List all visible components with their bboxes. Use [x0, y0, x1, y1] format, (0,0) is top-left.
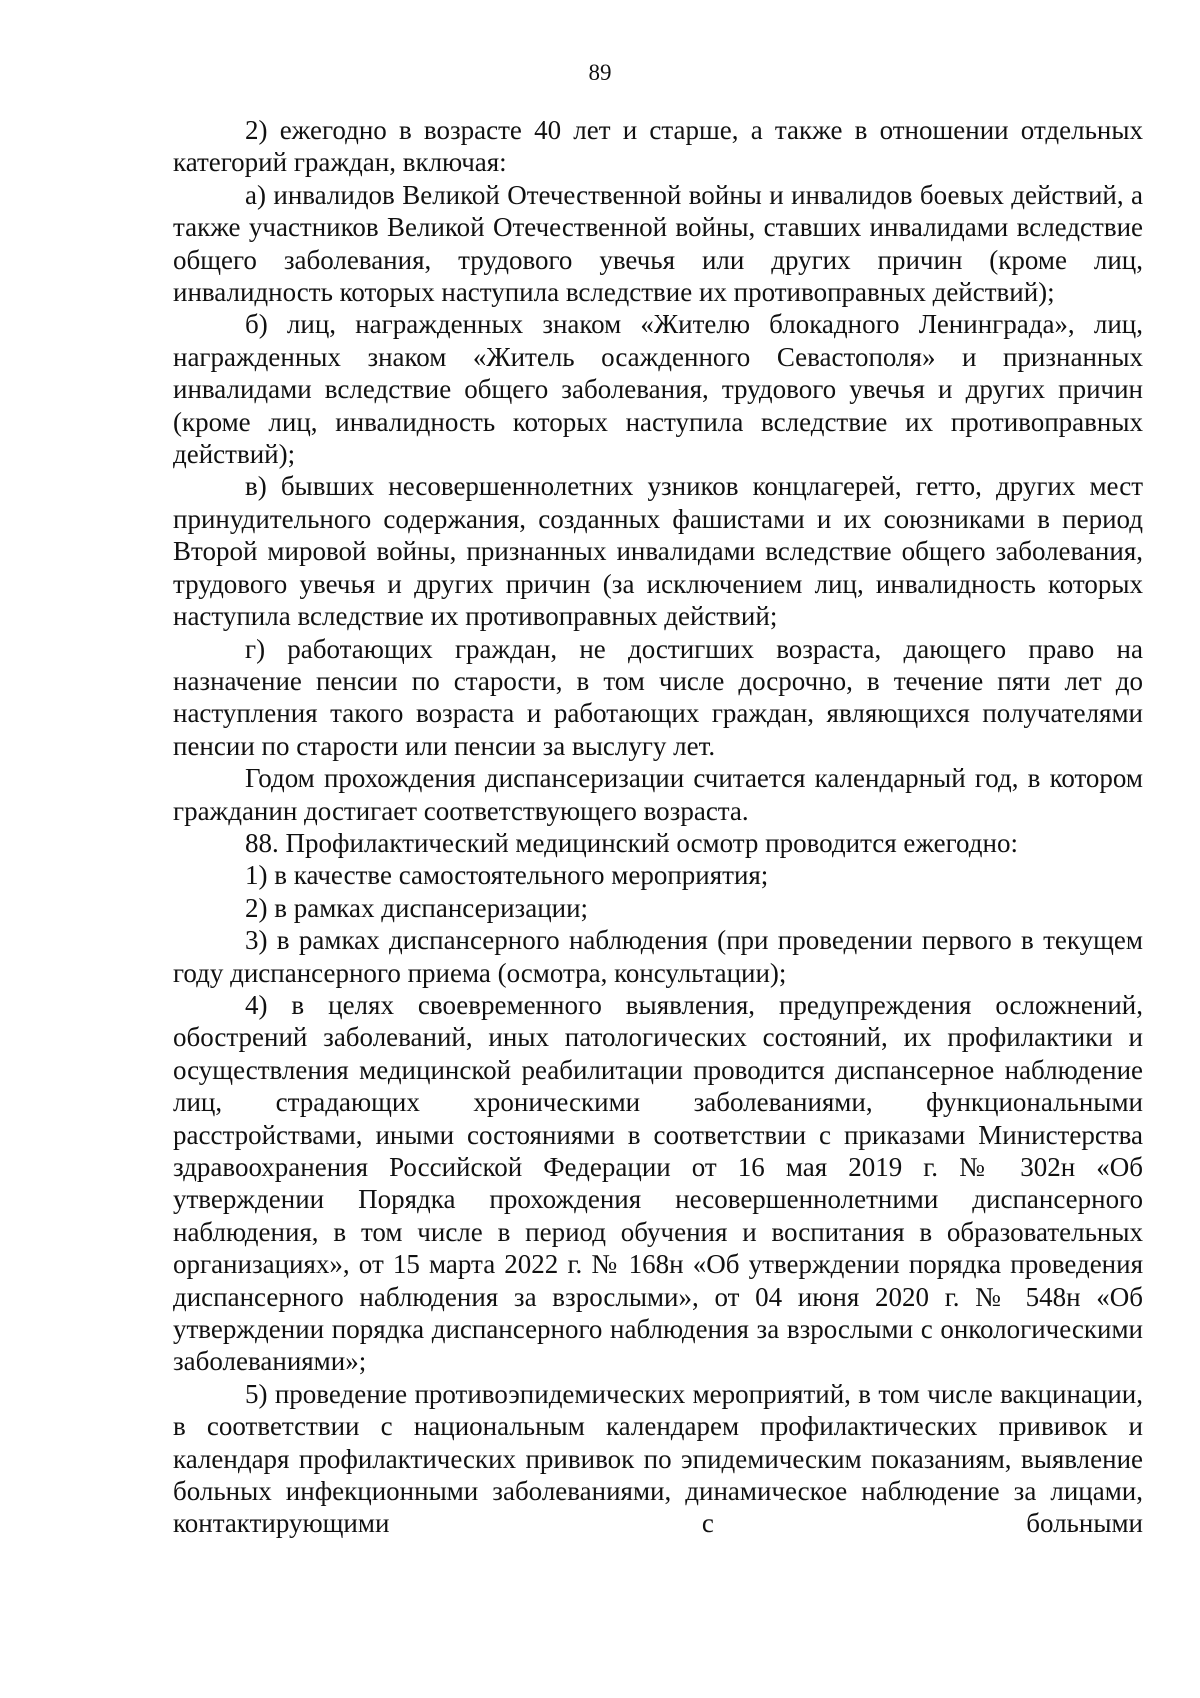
paragraph-subitem-v: в) бывших несовершеннолетних узников концлагерей, гетто, других мест принудительного содержания, созданных фашистами и их союзниками в период Второй мировой войны, признанных инвалидами вследствие общего заболевания, трудового увечья и других причин (за исключением лиц, инвалидность которых наступила вследствие их противоправных действий;	[173, 471, 1143, 632]
paragraph-item-2: 2) ежегодно в возрасте 40 лет и старше, а также в отношении отдельных категорий граждан, включая:	[173, 115, 1143, 178]
paragraph-section-88: 88. Профилактический медицинский осмотр проводится ежегодно:	[245, 827, 1018, 858]
paragraph-subitem-b: б) лиц, награжденных знаком «Жителю блокадного Ленинграда», лиц, награжденных знаком «Житель осажденного Севастополя» и признанных инвалидами вследствие общего заболевания, трудового увечья и других причин (кроме лиц, инвалидность которых наступила вследствие их противоправных действий);	[173, 309, 1143, 470]
paragraph-item-2-dispensary: 2) в рамках диспансеризации;	[245, 892, 589, 923]
paragraph-item-5: 5) проведение противоэпидемических мероприятий, в том числе вакцинации, в соответствии с национальным календарем профилактических прививок и календаря профилактических прививок по эпидемическим показаниям, выявление больных инфекционными заболеваниями, динамическое наблюдение за лицами, контактирующими с больными	[173, 1378, 1143, 1539]
paragraph-item-1: 1) в качестве самостоятельного мероприятия;	[245, 860, 769, 891]
document-body	[173, 114, 1143, 1540]
page-number: 89	[588, 60, 612, 85]
paragraph-item-3: 3) в рамках диспансерного наблюдения (при проведении первого в текущем году диспансерного приема (осмотра, консультации);	[173, 925, 1143, 988]
paragraph-exam-year: Годом прохождения диспансеризации считается календарный год, в котором гражданин достигает соответствующего возраста.	[173, 763, 1143, 826]
paragraph-subitem-g: г) работающих граждан, не достигших возраста, дающего право на назначение пенсии по старости, в том числе досрочно, в течение пяти лет до наступления такого возраста и работающих граждан, являющихся получателями пенсии по старости или пенсии за выслугу лет.	[173, 633, 1143, 761]
paragraph-item-4: 4) в целях своевременного выявления, предупреждения осложнений, обострений заболеваний, иных патологических состояний, их профилактики и осуществления медицинской реабилитации проводится диспансерное наблюдение лиц, страдающих хроническими заболеваниями, функциональными расстройствами, иными состояниями в соответствии с приказами Министерства здравоохранения Российской Федерации от 16 мая 2019 г. № 302н «Об утверждении Порядка прохождения несовершеннолетними диспансерного наблюдения, в том числе в период обучения и воспитания в образовательных организациях», от 15 марта 2022 г. № 168н «Об утверждении порядка проведения диспансерного наблюдения за взрослыми», от 04 июня 2020 г. № 548н «Об утверждении порядка диспансерного наблюдения за взрослыми с онкологическими заболеваниями»;	[173, 989, 1143, 1377]
paragraph-subitem-a: а) инвалидов Великой Отечественной войны и инвалидов боевых действий, а также участников Великой Отечественной войны, ставших инвалидами вследствие общего заболевания, трудового увечья или других причин (кроме лиц, инвалидность которых наступила вследствие их противоправных действий);	[173, 179, 1143, 308]
